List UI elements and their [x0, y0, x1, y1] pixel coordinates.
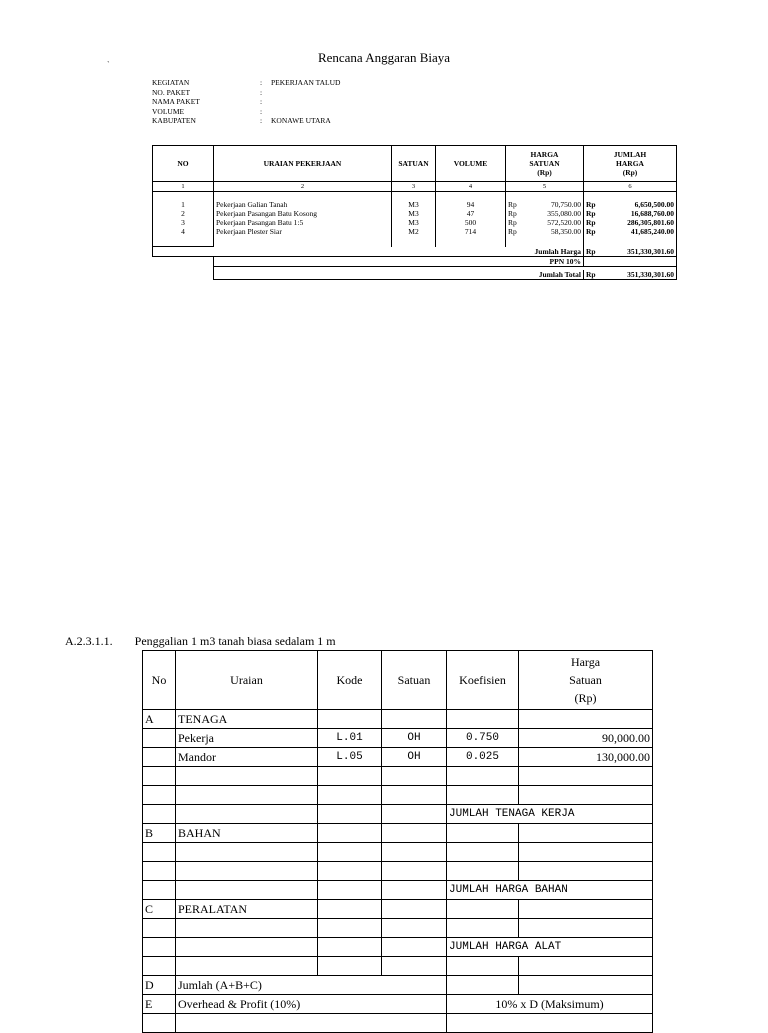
col-no: NO — [153, 146, 214, 182]
ppn-label: PPN 10% — [214, 256, 584, 266]
subtotal-row-alat — [143, 938, 653, 957]
info-row-no-paket: NO. PAKET : — [152, 87, 263, 97]
table-row: Mandor L.05 OH 0.025 130,000.00 — [143, 748, 653, 767]
jumlah-tenaga-label: JUMLAH TENAGA KERJA — [447, 805, 653, 824]
empty-row — [143, 1014, 653, 1033]
subtotal-row-bahan — [143, 881, 653, 900]
col-no: No — [143, 651, 176, 710]
row-d: D Jumlah (A+B+C) — [143, 976, 653, 995]
info-value: KONAWE UTARA — [271, 116, 331, 125]
col-uraian: Uraian — [176, 651, 318, 710]
section-row-bahan: B BAHAN — [143, 824, 653, 843]
ahs-header-row — [143, 651, 653, 710]
table-row: 3 Pekerjaan Pasangan Batu 1:5 M3 500 Rp 572,520.00 Rp 286,305,801.60 — [153, 218, 677, 227]
rab-jumlah-harga-row: Jumlah Harga Rp 351,330,301.60 — [153, 247, 677, 257]
info-key: KABUPATEN — [152, 116, 196, 125]
stray-mark: ` — [107, 60, 110, 69]
section-row-peralatan: C PERALATAN — [143, 900, 653, 919]
jumlah-harga-label: Jumlah Harga — [214, 247, 584, 257]
rab-ppn-row — [153, 256, 677, 266]
empty-row — [143, 957, 653, 976]
page-title: Rencana Anggaran Biaya — [317, 50, 451, 65]
table-row: 2 Pekerjaan Pasangan Batu Kosong M3 47 Rp 355,080.00 Rp 16,688,760.00 — [153, 209, 677, 218]
info-key: VOLUME — [152, 106, 185, 116]
row-e: E Overhead & Profit (10%) 10% x D (Maksimum) — [143, 995, 653, 1014]
rab-header-row — [153, 146, 677, 182]
rab-column-numbers: 1 2 3 4 5 6 — [153, 182, 677, 192]
table-row: Pekerja L.01 OH 0.750 90,000.00 — [143, 729, 653, 748]
ahs-table — [142, 650, 653, 1033]
col-koefisien: Koefisien — [447, 651, 519, 710]
info-key: KEGIATAN — [152, 78, 190, 87]
jumlah-harga-value: 351,330,301.60 — [627, 246, 674, 256]
jumlah-total-value: 351,330,301.60 — [627, 270, 674, 279]
col-kode: Kode — [318, 651, 382, 710]
rab-spacer-row — [153, 192, 677, 201]
info-key: NO. PAKET — [152, 87, 191, 97]
rab-spacer-row — [153, 236, 677, 247]
info-value: PEKERJAAN TALUD — [271, 78, 341, 87]
empty-row — [143, 786, 653, 805]
jumlah-alat-label: JUMLAH HARGA ALAT — [447, 938, 653, 957]
empty-row — [143, 767, 653, 786]
col-harga-satuan: HARGA SATUAN (Rp) — [506, 146, 584, 182]
info-row-nama-paket: NAMA PAKET : — [152, 97, 263, 106]
info-row-volume: VOLUME : — [152, 106, 263, 116]
table-row: 4 Pekerjaan Plester Siar M2 714 Rp 58,350.00 Rp 41,685,240.00 — [153, 227, 677, 236]
col-satuan: Satuan — [382, 651, 447, 710]
rab-jumlah-total-row: Jumlah Total Rp 351,330,301.60 — [153, 270, 677, 280]
ppn-value — [584, 256, 677, 266]
jumlah-total-label: Jumlah Total — [214, 270, 584, 280]
section-heading — [65, 634, 336, 649]
project-info — [152, 78, 340, 126]
jumlah-bahan-label: JUMLAH HARGA BAHAN — [447, 881, 653, 900]
col-harga-satuan: Harga Satuan (Rp) — [519, 651, 653, 710]
info-key: NAMA PAKET — [152, 97, 200, 106]
section-title: Penggalian 1 m3 tanah biasa sedalam 1 m — [134, 634, 336, 648]
empty-row — [143, 862, 653, 881]
empty-row — [143, 919, 653, 938]
section-row-tenaga: A TENAGA — [143, 710, 653, 729]
info-row-kabupaten: KABUPATEN : KONAWE UTARA — [152, 116, 331, 125]
col-volume: VOLUME — [436, 146, 506, 182]
col-jumlah-harga: JUMLAH HARGA (Rp) — [584, 146, 677, 182]
rab-table — [152, 145, 677, 280]
subtotal-row-tenaga — [143, 805, 653, 824]
section-code: A.2.3.1.1. — [65, 634, 113, 648]
table-row: 1 Pekerjaan Galian Tanah M3 94 Rp 70,750.00 Rp 6,650,500.00 — [153, 200, 677, 209]
info-row-kegiatan: KEGIATAN : PEKERJAAN TALUD — [152, 78, 341, 87]
col-uraian: URAIAN PEKERJAAN — [214, 146, 392, 182]
col-satuan: SATUAN — [392, 146, 436, 182]
empty-row — [143, 843, 653, 862]
